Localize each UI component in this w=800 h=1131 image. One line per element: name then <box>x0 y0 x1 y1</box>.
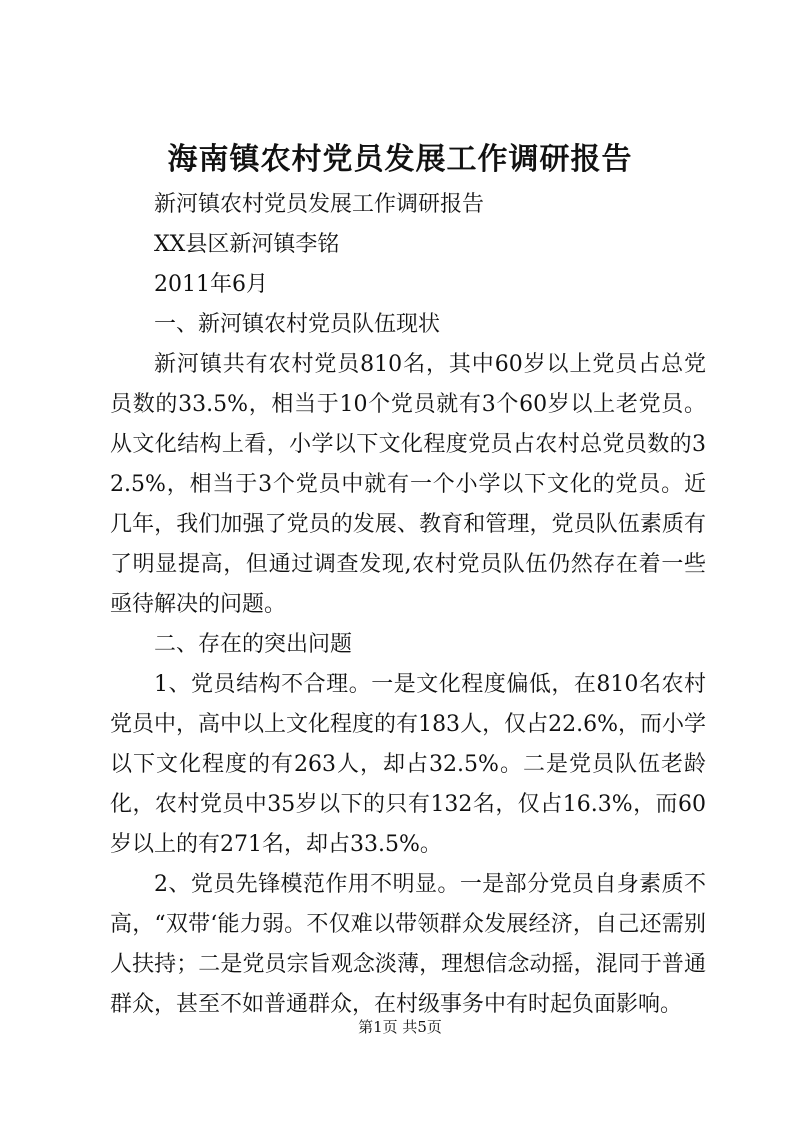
section-heading-1: 一、新河镇农村党员队伍现状 <box>154 312 441 337</box>
body-paragraph: 新河镇共有农村党员810名，其中60岁以上党员占总党员数的33.5%，相当于10个党员就有3个60岁以上老党员。从文化结构上看，小学以下文化程度党员占农村总党员数的32.5%，相当于3个党员中就有一个小学以下文化的党员。近几年，我们加强了党员的发展、教育和管理，党员队伍素质有了明显提高，但通过调查发现,农村党员队伍仍然存在着一些亟待解决的问题。 <box>110 352 706 617</box>
section-heading-2: 二、存在的突出问题 <box>154 632 353 657</box>
body-paragraph: 2、党员先锋模范作用不明显。一是部分党员自身素质不高，“双带‘能力弱。不仅难以带领群众发展经济，自己还需别人扶持；二是党员宗旨观念淡薄，理想信念动摇，混同于普通群众，甚至不如普通群众，在村级事务中有时起负面影响。 <box>110 872 706 1017</box>
document-title: 海南镇农村党员发展工作调研报告 <box>167 142 633 177</box>
subtitle-paragraph: 新河镇农村党员发展工作调研报告 <box>154 192 485 217</box>
author-paragraph: XX县区新河镇李铭 <box>154 232 340 257</box>
document-body <box>110 185 706 1025</box>
body-paragraph: 1、党员结构不合理。一是文化程度偏低，在810名农村党员中，高中以上文化程度的有183人，仅占22.6%，而小学以下文化程度的有263人，却占32.5%。二是党员队伍老龄化，农村党员中35岁以下的只有132名，仅占16.3%，而60岁以上的有271名，却占33.5%。 <box>110 672 706 857</box>
page-number-footer: 第1页 共5页 <box>358 1018 442 1036</box>
date-paragraph: 2011年6月 <box>154 272 268 297</box>
